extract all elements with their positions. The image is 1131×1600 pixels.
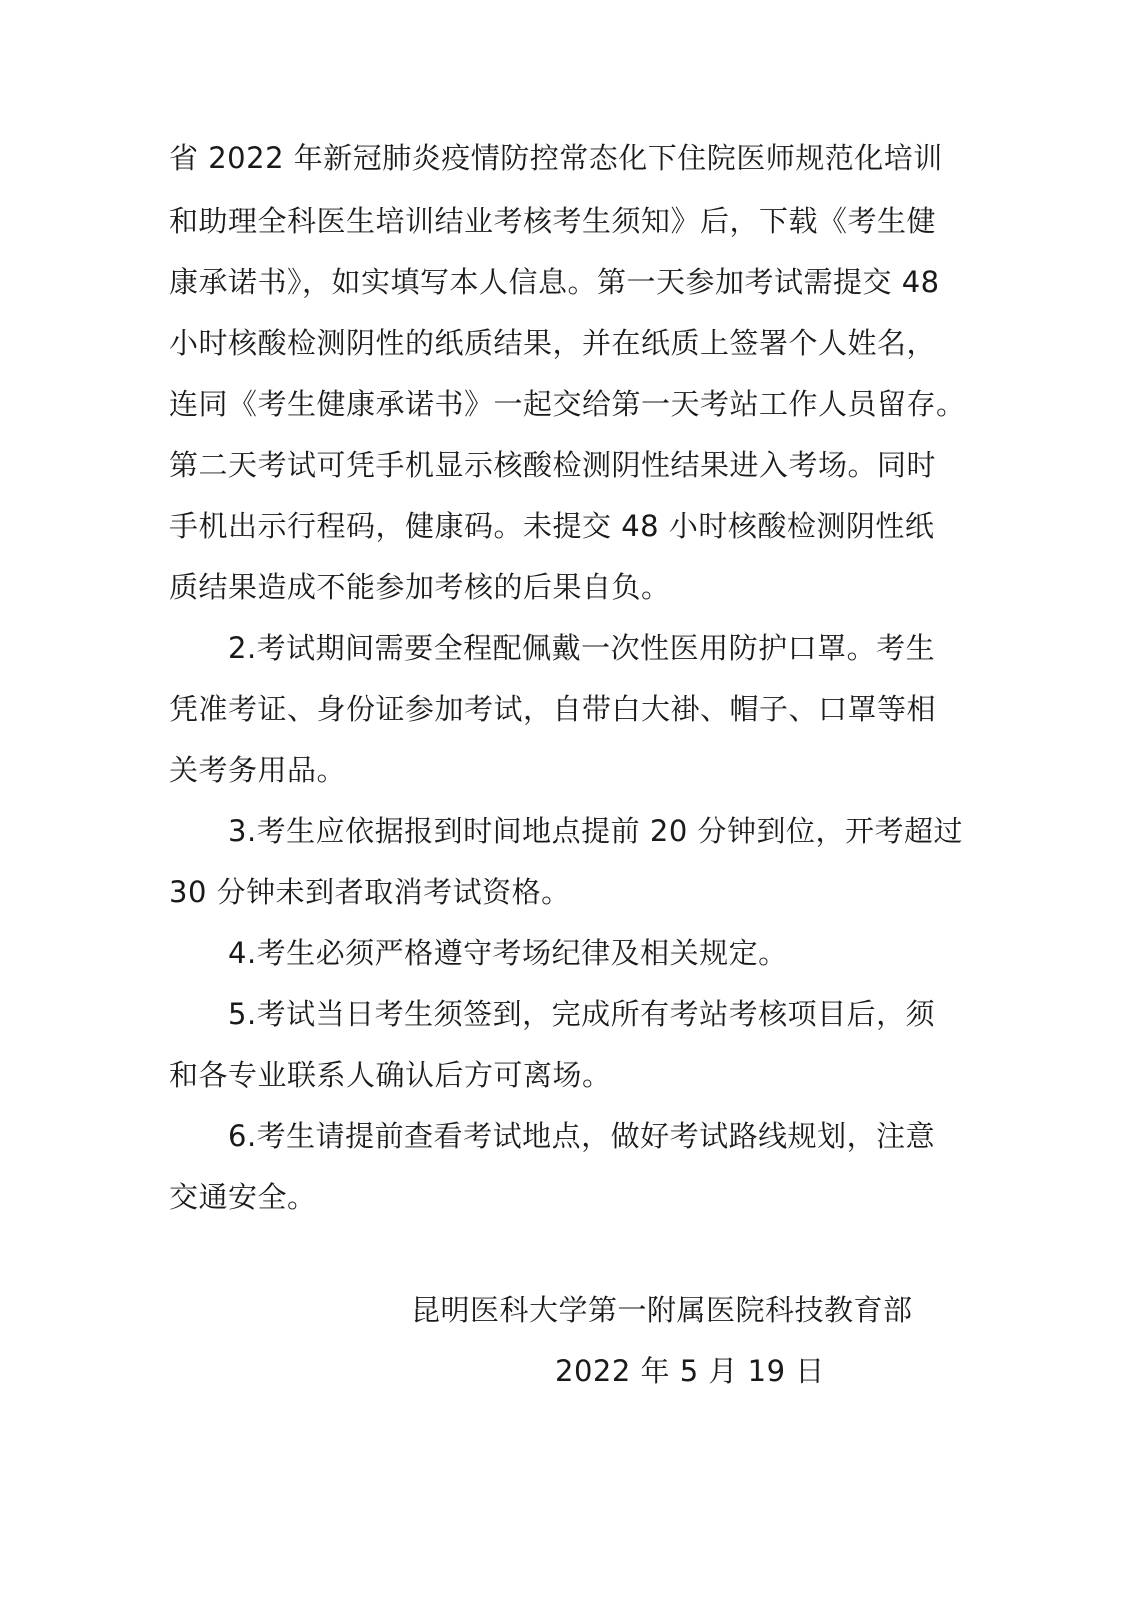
- paragraph-line: 康承诺书》，如实填写本人信息。第一天参加考试需提交 48: [169, 265, 940, 299]
- paragraph-line: 凭准考证、身份证参加考试，自带白大褂、帽子、口罩等相: [169, 692, 937, 726]
- paragraph-line: 交通安全。: [169, 1180, 317, 1214]
- paragraph-line: 5.考试当日考生须签到，完成所有考站考核项目后，须: [228, 997, 936, 1031]
- paragraph-line: 质结果造成不能参加考核的后果自负。: [169, 570, 671, 604]
- paragraph-line: 关考务用品。: [169, 753, 347, 787]
- paragraph-line: 小时核酸检测阴性的纸质结果，并在纸质上签署个人姓名，: [169, 326, 937, 360]
- paragraph-line: 手机出示行程码，健康码。未提交 48 小时核酸检测阴性纸: [169, 509, 935, 543]
- paragraph-line: 2.考试期间需要全程配佩戴一次性医用防护口罩。考生: [228, 631, 936, 665]
- paragraph-line: 连同《考生健康承诺书》一起交给第一天考站工作人员留存。: [169, 387, 966, 421]
- paragraph-line: 和各专业联系人确认后方可离场。: [169, 1058, 612, 1092]
- paragraph-line: 3.考生应依据报到时间地点提前 20 分钟到位，开考超过: [228, 814, 964, 848]
- paragraph-line: 30 分钟未到者取消考试资格。: [169, 875, 571, 909]
- signature-organization: 昆明医科大学第一附属医院科技教育部: [411, 1293, 913, 1327]
- paragraph-line: 和助理全科医生培训结业考核考生须知》后，下载《考生健: [169, 204, 937, 238]
- paragraph-line: 4.考生必须严格遵守考场纪律及相关规定。: [228, 936, 788, 970]
- paragraph-line: 6.考生请提前查看考试地点，做好考试路线规划，注意: [228, 1119, 936, 1153]
- paragraph-line: 省 2022 年新冠肺炎疫情防控常态化下住院医师规范化培训: [169, 141, 943, 175]
- paragraph-line: 第二天考试可凭手机显示核酸检测阴性结果进入考场。同时: [169, 448, 937, 482]
- signature-date: 2022 年 5 月 19 日: [555, 1354, 825, 1388]
